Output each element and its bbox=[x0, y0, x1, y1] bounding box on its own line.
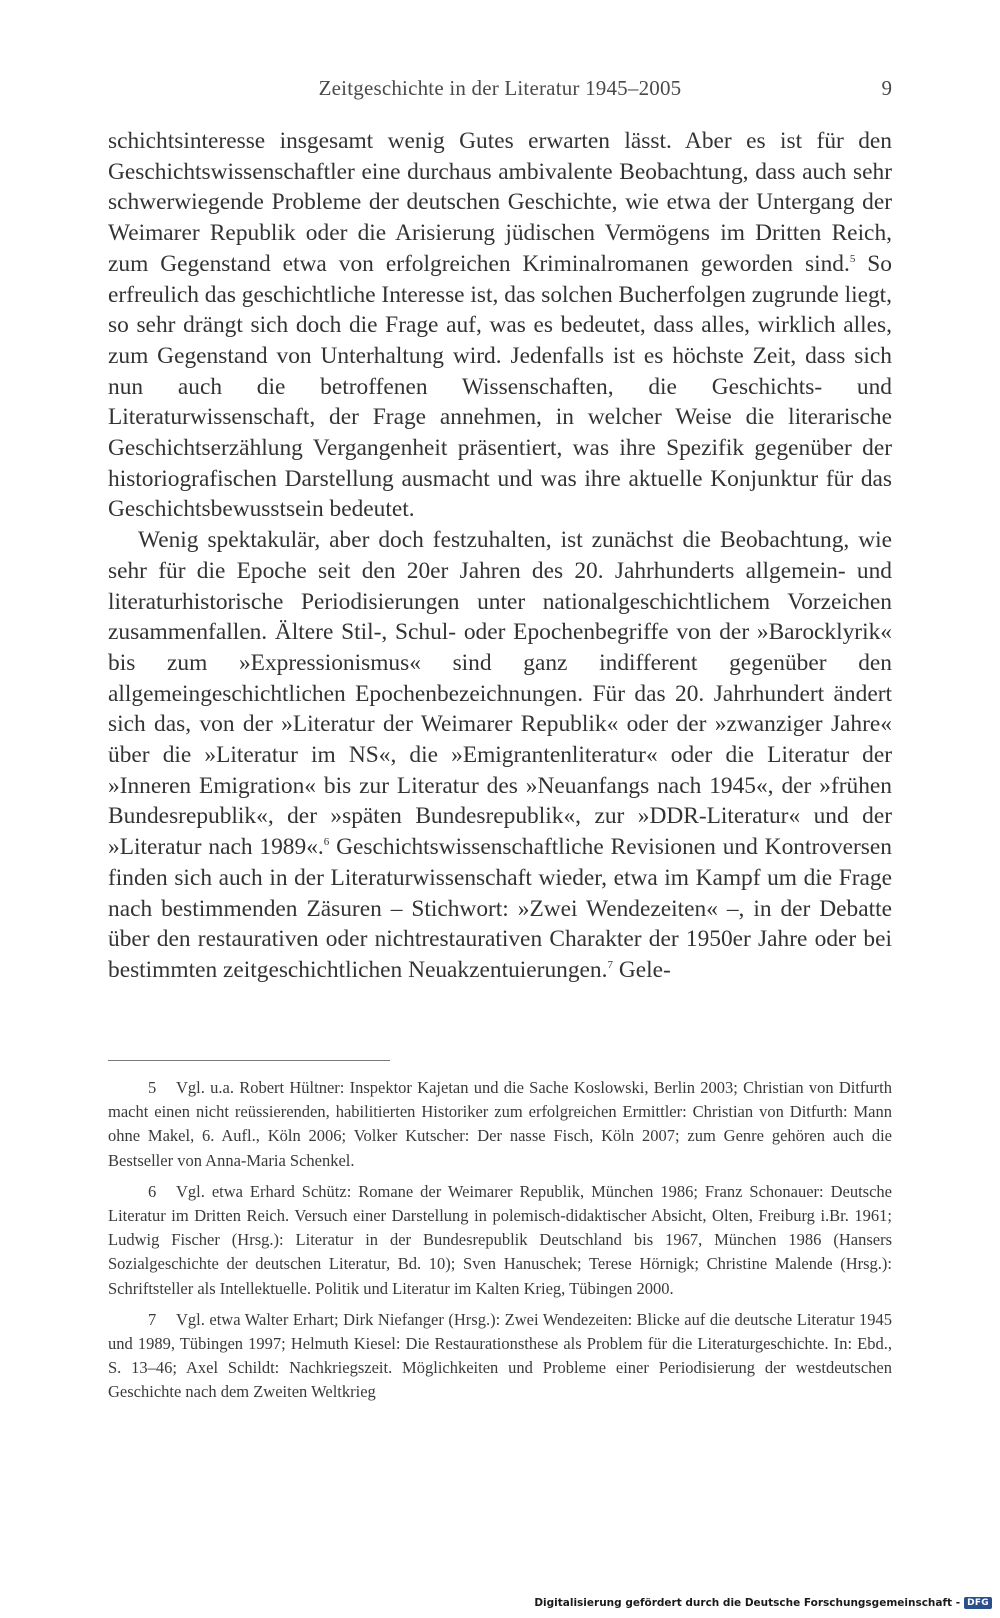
paragraph-text: So erfreulich das geschichtliche Interesse ist, das solchen Bucherfolgen zugrunde liegt, so sehr drängt sich doch die Frage auf, was es bedeutet, dass alles, wirklich alles, zum Gegenstand von Unterhaltung wird. Jedenfalls ist es höchste Zeit, dass sich nun auch die betroffenen Wissenschaften, die Geschichts- und Literaturwissenschaft, der Frage annehmen, in welcher Weise die literarische Geschichtserzählung Vergangenheit präsentiert, was ihre Spezifik gegenüber der historiografischen Darstellung ausmacht und was ihre aktuelle Konjunktur für das Geschichtsbewusstsein bedeutet. bbox=[108, 250, 892, 523]
paragraph-text: Gele- bbox=[612, 956, 671, 983]
running-title: Zeitgeschichte in der Literatur 1945–2005 bbox=[318, 76, 682, 100]
footnote-reference[interactable]: 7 bbox=[607, 958, 613, 971]
footnote-6 bbox=[108, 1180, 892, 1301]
page-number: 9 bbox=[881, 76, 892, 100]
paragraph bbox=[108, 525, 892, 986]
footnote-number: 7 bbox=[148, 1309, 157, 1329]
paragraph-text: Geschichtswissenschaftliche Revisionen und Kontroversen finden sich auch in der Literaturwissenschaft wieder, etwa im Kampf um die Frage nach bestimmenden Zäsuren – Stichwort: »Zwei Wendezeiten« –, in der Debatte über den restaurativen oder nichtrestaurativen Charakter der 1950er Jahre oder bei bestimmten zeitgeschichtlichen Neuakzentuierungen. bbox=[108, 834, 892, 983]
footnote-reference[interactable]: 5 bbox=[849, 252, 856, 265]
paragraph-text: schichtsinteresse insgesamt wenig Gutes erwarten lässt. Aber es ist für den Geschichtswissenschaftler eine durchaus ambivalente Beobachtung, dass auch sehr schwerwiegende Probleme der deutschen Geschichte, wie etwa der Untergang der Weimarer Republik oder die Arisierung jüdischen Vermögens im Dritten Reich, zum Gegenstand etwa von erfolgreichen Kriminalromanen geworden sind. bbox=[108, 128, 892, 277]
page-header bbox=[108, 76, 892, 106]
footnote-5 bbox=[108, 1076, 892, 1173]
digitization-credit bbox=[534, 1594, 992, 1612]
footnote-text: Vgl. u.a. Robert Hültner: Inspektor Kajetan und die Sache Koslowski, Berlin 2003; Christian von Ditfurth macht einen nicht reüssierenden, habilitierten Historiker zum erfolgreichen Ermittler: Christian von Ditfurth: Mann ohne Makel, 6. Aufl., Köln 2006; Volker Kutscher: Der nasse Fisch, Köln 2007; zum Genre gehören auch die Bestseller von Anna-Maria Schenkel. bbox=[108, 1078, 892, 1170]
body-text bbox=[108, 126, 892, 986]
footnote-reference[interactable]: 6 bbox=[323, 836, 330, 849]
footnote-number: 6 bbox=[148, 1181, 157, 1201]
paragraph bbox=[108, 126, 892, 525]
footnote-7 bbox=[108, 1308, 892, 1405]
footnotes bbox=[108, 1076, 892, 1412]
footnote-text: Vgl. etwa Erhard Schütz: Romane der Weimarer Republik, München 1986; Franz Schonauer: Deutsche Literatur im Dritten Reich. Versuch einer Darstellung in polemisch-didaktischer Absicht, Olten, Freiburg i.Br. 1961; Ludwig Fischer (Hrsg.): Literatur in der Bundesrepublik Deutschland bis 1967, München 1986 (Hansers Sozialgeschichte der deutschen Literatur, Bd. 10); Sven Hanuschek; Terese Hörnigk; Christine Malende (Hrsg.): Schriftsteller als Intellektuelle. Politik und Literatur im Kalten Krieg, Tübingen 2000. bbox=[108, 1181, 892, 1298]
footnote-number: 5 bbox=[148, 1078, 157, 1097]
footnote-text: Vgl. etwa Walter Erhart; Dirk Niefanger (Hrsg.): Zwei Wendezeiten: Blicke auf die deutsche Literatur 1945 und 1989, Tübingen 1997; Helmuth Kiesel: Die Restaurationsthese als Problem für die Literaturgeschichte. In: Ebd., S. 13–46; Axel Schildt: Nachkriegszeit. Möglichkeiten und Probleme einer Periodisierung der westdeutschen Geschichte nach dem Zweiten Weltkrieg bbox=[108, 1309, 892, 1402]
credit-text: Digitalisierung gefördert durch die Deutsche Forschungsgemeinschaft - bbox=[534, 1597, 961, 1609]
footnote-divider bbox=[108, 1060, 390, 1061]
dfg-logo-icon: DFG bbox=[964, 1597, 992, 1609]
paragraph-text: Wenig spektakulär, aber doch festzuhalten, ist zunächst die Beobachtung, wie sehr für die Epoche seit den 20er Jahren des 20. Jahrhunderts allgemein- und literaturhistorische Periodisierungen unter nationalgeschichtlichem Vorzeichen zusammenfallen. Ältere Stil-, Schul- oder Epochenbegriffe von der »Barocklyrik« bis zum »Expressionismus« sind ganz indifferent gegenüber den allgemeingeschichtlichen Epochenbezeichnungen. Für das 20. Jahrhundert ändert sich das, von der »Literatur der Weimarer Republik« oder der »zwanziger Jahre« über die »Literatur im NS«, die »Emigrantenliteratur« oder die Literatur der »Inneren Emigration« bis zur Literatur des »Neuanfangs nach 1945«, der »frühen Bundesrepublik«, der »späten Bundesrepublik«, zur »DDR-Literatur« und der »Literatur nach 1989«. bbox=[108, 527, 892, 861]
